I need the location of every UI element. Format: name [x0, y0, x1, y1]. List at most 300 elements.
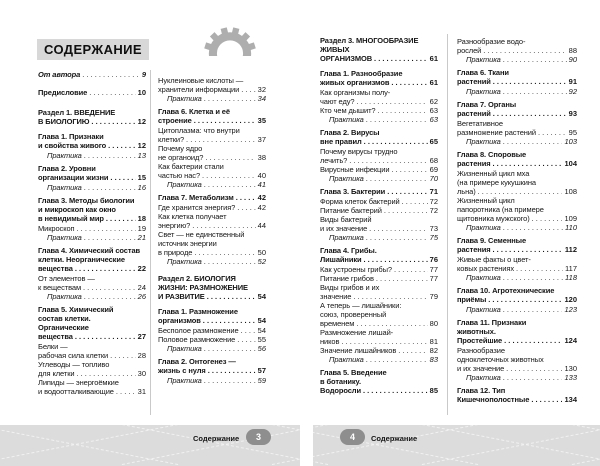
dot-leader [110, 173, 135, 182]
toc-entry-label: и свойства живого [38, 141, 107, 150]
toc-entry-page-number: 54 [257, 326, 266, 335]
toc-entry-page-number: 13 [137, 151, 146, 160]
toc-entry-page-number: 21 [137, 233, 146, 242]
toc-entry-topic [38, 342, 146, 360]
toc-entry-topic [457, 169, 577, 196]
dot-leader [83, 283, 136, 292]
toc-entry-practice [457, 373, 577, 382]
toc-entry-line: Глава 7. Органы [457, 100, 517, 109]
toc-entry-label: значение [320, 292, 352, 301]
column-divider-right-page [447, 34, 448, 415]
toc-entry-topic [320, 147, 438, 165]
dot-leader [503, 373, 563, 382]
toc-entry-label: Где хранится энергия? [158, 203, 236, 212]
toc-entry-chapter [158, 357, 266, 375]
toc-entry-page-number: 83 [429, 355, 438, 364]
toc-entry-line: Белки — [38, 342, 68, 351]
toc-entry-label: Питание грибов [320, 274, 374, 283]
toc-entry-line: Вегетативное [457, 119, 503, 128]
toc-entry-page-number: 130 [564, 364, 577, 373]
dot-leader [205, 153, 255, 162]
toc-entry-page-number: 76 [429, 255, 438, 264]
toc-entry-line: Глава 1. Размножение [158, 307, 238, 316]
dot-leader [341, 337, 427, 346]
toc-entry-line: клетки. Неорганические [38, 255, 125, 264]
dot-leader [363, 386, 428, 395]
toc-entry-page-number: 62 [429, 97, 438, 106]
toc-entry-label: Вирусные инфекции [320, 165, 390, 174]
toc-entry-page-number: 12 [137, 117, 146, 126]
toc-entry-label: приёмы [457, 295, 487, 304]
toc-entry-line: Цитоплазма: что внутри [158, 126, 240, 135]
contents-title: СОДЕРЖАНИЕ [37, 39, 149, 60]
toc-entry-page-number: 59 [257, 376, 266, 385]
toc-entry-label: хранители информации [158, 85, 240, 94]
toc-entry-practice [457, 87, 577, 96]
toc-entry-topic [320, 265, 438, 274]
toc-entry-page-number: 93 [568, 109, 577, 118]
toc-entry-line: в ботанику. [320, 377, 361, 386]
toc-entry-line: Нуклеиновые кислоты — [158, 76, 244, 85]
dot-leader [376, 274, 428, 283]
toc-entry-page-number: 95 [568, 128, 577, 137]
toc-entry-line: ЖИЗНИ: РАЗМНОЖЕНИЕ [158, 283, 248, 292]
toc-entry-label: Форма клеток бактерий [320, 197, 400, 206]
dot-leader [483, 46, 566, 55]
dot-leader [204, 94, 256, 103]
toc-entry-label: размножение растений [457, 128, 536, 137]
toc-entry-line: Глава 5. Введение [320, 368, 387, 377]
dot-leader [391, 78, 427, 87]
toc-entry-topic [320, 274, 438, 283]
toc-entry-label: в невидимый мир [38, 214, 104, 223]
dot-leader [366, 355, 428, 364]
toc-entry-line: Глава 6. Ткани [457, 68, 509, 77]
toc-entry-topic [457, 346, 577, 373]
toc-entry-practice [158, 344, 266, 353]
dot-leader [356, 319, 427, 328]
toc-entry-label: рослей [457, 46, 482, 55]
toc-entry-label: и их значение [457, 364, 505, 373]
toc-entry-line: союз, проверенный [320, 310, 387, 319]
toc-entry-page-number: 34 [257, 94, 266, 103]
toc-entry-label: Микроскоп [38, 224, 75, 233]
toc-entry-line: одноклеточных животных [457, 355, 544, 364]
dot-leader [366, 174, 428, 183]
toc-entry-practice [38, 183, 146, 192]
toc-column-2 [158, 76, 266, 385]
dot-leader [204, 344, 256, 353]
dot-leader [75, 264, 136, 273]
toc-entry-page-number: 10 [137, 88, 146, 97]
dot-leader [194, 116, 256, 125]
toc-entry-line: Как клетка получает [158, 212, 227, 221]
toc-entry-label: Глава 7. Метаболизм [158, 193, 234, 202]
toc-entry-label: Практика [167, 257, 202, 266]
toc-entry-page-number: 42 [257, 193, 266, 202]
toc-entry-line: и микроскоп как окно [38, 205, 116, 214]
dot-leader [77, 224, 136, 233]
toc-entry-topic [320, 301, 438, 328]
toc-entry-page-number: 117 [565, 264, 577, 273]
toc-entry-page-number: 118 [565, 273, 577, 282]
toc-entry-practice [457, 55, 577, 64]
toc-entry-page-number: 109 [564, 214, 577, 223]
toc-entry-page-number: 134 [564, 395, 577, 404]
toc-entry-page-number: 52 [257, 257, 266, 266]
toc-entry-line: Глава 3. Методы биологии [38, 196, 135, 205]
toc-entry-label: Практика [167, 94, 202, 103]
toc-entry-line: Глава 5. Химический [38, 305, 114, 314]
toc-entry-topic [158, 76, 266, 94]
toc-entry-label: растений [457, 109, 491, 118]
toc-entry-label: От автора [38, 70, 81, 79]
dot-leader [356, 97, 427, 106]
toc-entry-label: вещества [38, 332, 73, 341]
toc-entry-label: Лишайники [320, 255, 362, 264]
dot-leader [366, 115, 428, 124]
toc-entry-line: Глава 2. Онтогенез — [158, 357, 236, 366]
toc-entry-page-number: 9 [141, 70, 146, 79]
toc-entry-label: И РАЗВИТИЕ [158, 292, 205, 301]
dot-leader [377, 106, 427, 115]
toc-entry-line: Глава 2. Уровни [38, 164, 96, 173]
toc-entry-chapter [320, 69, 438, 87]
toc-entry-label: частью нас? [158, 171, 201, 180]
dot-leader [237, 335, 255, 344]
toc-entry-page-number: 55 [257, 335, 266, 344]
toc-entry-chapter [457, 150, 577, 168]
page-number-badge-right: 4 [340, 429, 365, 445]
toc-entry-page-number: 72 [429, 206, 438, 215]
toc-entry-page-number: 72 [429, 197, 438, 206]
toc-entry-topic [320, 197, 438, 206]
toc-entry-line: А теперь — лишайники: [320, 301, 402, 310]
dot-leader [387, 187, 427, 196]
dot-leader [349, 156, 427, 165]
toc-entry-chapter [158, 107, 266, 125]
dot-leader [493, 245, 563, 254]
toc-entry-chapter [38, 305, 146, 341]
toc-entry-line: (на примере кукушкина [457, 178, 537, 187]
toc-entry-page-number: 22 [137, 264, 146, 273]
toc-entry-line: Свет — не единственный [158, 230, 245, 239]
toc-entry-label: растения [457, 245, 491, 254]
toc-entry-label: Практика [47, 183, 82, 192]
toc-entry-page-number: 80 [429, 319, 438, 328]
toc-entry-chapter [158, 307, 266, 325]
dot-leader [364, 137, 428, 146]
toc-entry-page-number: 24 [137, 283, 146, 292]
dot-leader [207, 292, 256, 301]
toc-entry-page-number: 12 [137, 141, 146, 150]
toc-entry-line: Глава 9. Семенные [457, 236, 527, 245]
dot-leader [374, 54, 428, 63]
dot-leader [84, 183, 136, 192]
toc-entry-label: Питание бактерий [320, 206, 382, 215]
toc-entry-line: Почему вирусы трудно [320, 147, 398, 156]
toc-entry-page-number: 79 [429, 292, 438, 301]
toc-entry-topic [158, 162, 266, 180]
toc-entry-page-number: 70 [429, 174, 438, 183]
dot-leader [503, 87, 567, 96]
toc-entry-page-number: 41 [257, 180, 266, 189]
toc-entry-chapter [38, 196, 146, 223]
dot-leader [538, 128, 567, 137]
toc-entry-label: чают еду? [320, 97, 355, 106]
toc-entry-line: Глава 12. Тип [457, 386, 506, 395]
toc-entry-page-number: 91 [568, 77, 577, 86]
toc-entry-label: строение [158, 116, 192, 125]
toc-entry-topic [158, 230, 266, 257]
toc-entry-line: животных. [457, 327, 496, 336]
toc-entry-page-number: 42 [257, 203, 266, 212]
toc-entry-page-number: 104 [564, 159, 577, 168]
toc-entry-line: Виды бактерий [320, 215, 372, 224]
toc-entry-practice [320, 233, 438, 242]
toc-entry-page-number: 15 [137, 173, 146, 182]
toc-entry-page-number: 35 [257, 116, 266, 125]
toc-entry-label: Кто чем дышит? [320, 106, 376, 115]
toc-entry-label: Простейшие [457, 336, 503, 345]
dot-leader [353, 292, 427, 301]
toc-entry-line: Углеводы — топливо [38, 360, 110, 369]
toc-entry-label: Практика [47, 151, 82, 160]
toc-entry-line: Почему ядро [158, 144, 203, 153]
toc-entry-page-number: 37 [257, 135, 266, 144]
toc-entry-line: Жизненный цикл [457, 196, 515, 205]
toc-entry-page-number: 69 [429, 165, 438, 174]
dot-leader [398, 346, 427, 355]
toc-entry-page-number: 85 [429, 386, 438, 395]
toc-entry-practice [457, 273, 577, 282]
dot-leader [192, 221, 255, 230]
toc-entry-page-number: 103 [564, 137, 577, 146]
dot-leader [204, 180, 256, 189]
toc-entry-page-number: 108 [564, 187, 577, 196]
toc-entry-topic [158, 212, 266, 230]
toc-entry-line: Разнообразие [457, 346, 505, 355]
toc-entry-page-number: 112 [564, 245, 577, 254]
toc-entry-label: Практика [466, 273, 501, 282]
toc-entry-page-number: 40 [257, 171, 266, 180]
toc-entry-line: Глава 4. Химический состав [38, 246, 141, 255]
toc-entry-page-number: 61 [429, 54, 438, 63]
toc-entry-section [320, 36, 438, 63]
toc-entry-topic [457, 255, 577, 273]
toc-entry-page-number: 120 [564, 295, 577, 304]
toc-entry-label: вне правил [320, 137, 362, 146]
toc-entry-page-number: 50 [257, 248, 266, 257]
toc-entry-page-number: 81 [429, 337, 438, 346]
toc-entry-page-number: 133 [564, 373, 577, 382]
dot-leader [108, 141, 136, 150]
toc-entry-chapter [457, 100, 577, 118]
dot-leader [478, 187, 563, 196]
toc-entry-label: Практика [329, 355, 364, 364]
toc-entry-label: ников [320, 337, 340, 346]
toc-entry-label: Практика [167, 376, 202, 385]
toc-entry-label: вещества [38, 264, 73, 273]
toc-entry-label: щитовника мужского) [457, 214, 530, 223]
toc-entry-line: Глава 6. Клетка и её [158, 107, 230, 116]
toc-entry-topic [320, 328, 438, 346]
toc-entry-page-number: 18 [137, 214, 146, 223]
toc-entry-label: В БИОЛОГИЮ [38, 117, 90, 126]
dot-leader [504, 336, 562, 345]
toc-entry-line: ЖИВЫХ [320, 45, 350, 54]
toc-entry-page-number: 63 [429, 115, 438, 124]
toc-entry-line: Как организмы полу- [320, 88, 391, 97]
toc-entry-page-number: 31 [137, 387, 146, 396]
toc-entry-practice [38, 292, 146, 301]
toc-entry-practice [158, 180, 266, 189]
dot-leader [84, 292, 136, 301]
dot-leader [91, 117, 135, 126]
toc-entry-line: Липиды — энергоёмкие [38, 378, 119, 387]
toc-entry-topic [38, 378, 146, 396]
toc-entry-topic [158, 335, 266, 344]
toc-entry-topic [158, 144, 266, 162]
toc-entry-topic [320, 165, 438, 174]
toc-entry-page-number: 30 [137, 369, 146, 378]
dot-leader [110, 351, 136, 360]
dot-leader [493, 109, 567, 118]
dot-leader [204, 257, 256, 266]
toc-entry-label: для клетки [38, 369, 75, 378]
toc-entry-line: Глава 1. Признаки [38, 132, 104, 141]
dot-leader [236, 193, 256, 202]
toc-entry-topic [320, 283, 438, 301]
toc-entry-practice [320, 174, 438, 183]
toc-entry-label: Предисловие [38, 88, 88, 97]
toc-entry-line: Органические [38, 323, 89, 332]
toc-entry-line: источник энергии [158, 239, 217, 248]
toc-entry-practice [320, 115, 438, 124]
toc-entry-practice [457, 305, 577, 314]
dot-leader [506, 364, 562, 373]
toc-entry-page-number: 63 [429, 106, 438, 115]
toc-entry-practice [38, 151, 146, 160]
toc-entry-chapter [158, 193, 266, 202]
toc-entry-chapter [320, 368, 438, 395]
dot-leader [241, 326, 256, 335]
toc-entry-line: Раздел 1. ВВЕДЕНИЕ [38, 108, 116, 117]
toc-entry-practice [158, 257, 266, 266]
dot-leader [516, 264, 563, 273]
toc-entry-line: Размножение лишай- [320, 328, 394, 337]
dot-leader [384, 206, 428, 215]
toc-entry-line: Как бактерии стали [158, 162, 224, 171]
toc-entry-label: Практика [466, 223, 501, 232]
dot-leader [106, 214, 136, 223]
dot-leader [84, 151, 136, 160]
toc-entry-page-number: 27 [137, 332, 146, 341]
dot-leader [89, 88, 135, 97]
toc-entry-label: Водоросли [320, 386, 361, 395]
toc-entry-practice [38, 233, 146, 242]
toc-entry-chapter [457, 68, 577, 86]
toc-entry-page-number: 77 [429, 274, 438, 283]
dot-leader [208, 366, 256, 375]
toc-entry-page-number: 110 [565, 223, 577, 232]
toc-entry-topic [38, 360, 146, 378]
toc-entry-label: Значение лишайников [320, 346, 397, 355]
toc-entry-label: Практика [466, 373, 501, 382]
toc-entry-line: состав клетки. [38, 314, 91, 323]
toc-entry-preface [38, 88, 146, 97]
toc-entry-topic [457, 119, 577, 137]
toc-entry-label: Практика [167, 180, 202, 189]
toc-entry-label: клетки? [158, 135, 185, 144]
toc-entry-page-number: 38 [257, 153, 266, 162]
toc-entry-label: Практика [466, 305, 501, 314]
toc-entry-label: Бесполое размножение [158, 326, 239, 335]
dot-leader [76, 369, 135, 378]
toc-entry-page-number: 54 [257, 292, 266, 301]
toc-entry-label: Глава 3. Бактерии [320, 187, 386, 196]
toc-entry-topic [320, 88, 438, 106]
toc-entry-chapter [320, 128, 438, 146]
footer-label-left: Содержание [193, 434, 240, 443]
toc-entry-page-number: 61 [429, 78, 438, 87]
dot-leader [241, 85, 255, 94]
toc-entry-chapter [38, 246, 146, 273]
toc-entry-page-number: 28 [137, 351, 146, 360]
dot-leader [203, 316, 256, 325]
dot-leader [204, 376, 256, 385]
toc-entry-topic [320, 206, 438, 215]
toc-entry-label: Практика [47, 292, 82, 301]
toc-entry-line: Виды грибов и их [320, 283, 380, 292]
dot-leader [503, 273, 563, 282]
toc-entry-practice [158, 376, 266, 385]
dot-leader [364, 255, 428, 264]
toc-entry-line: Глава 10. Агротехнические [457, 286, 555, 295]
dot-leader [493, 159, 563, 168]
dot-leader [402, 197, 428, 206]
toc-entry-practice [457, 137, 577, 146]
toc-entry-chapter [457, 236, 577, 254]
page-gutter [300, 425, 313, 466]
toc-entry-page-number: 32 [257, 85, 266, 94]
dot-leader [493, 77, 567, 86]
toc-entry-chapter [38, 164, 146, 182]
page-number-badge-left: 3 [246, 429, 271, 445]
toc-entry-line: Глава 11. Признаки [457, 318, 527, 327]
toc-entry-label: рабочая сила клетки [38, 351, 109, 360]
dot-leader [82, 70, 140, 79]
toc-entry-page-number: 19 [137, 224, 146, 233]
toc-entry-chapter [457, 286, 577, 304]
toc-entry-label: льна) [457, 187, 476, 196]
toc-entry-practice [457, 223, 577, 232]
toc-entry-page-number: 82 [429, 346, 438, 355]
toc-column-3 [320, 36, 438, 396]
toc-entry-label: энергию? [158, 221, 191, 230]
toc-entry-page-number: 71 [429, 187, 438, 196]
toc-entry-label: Практика [167, 344, 202, 353]
toc-entry-line: Живые факты о цвет- [457, 255, 531, 264]
toc-entry-label: Кишечнополостные [457, 395, 530, 404]
toc-entry-line: папоротника (на примере [457, 205, 544, 214]
toc-entry-label: в природе [158, 248, 193, 257]
footer-label-right: Содержание [371, 434, 418, 443]
toc-entry-label: живых организмов [320, 78, 390, 87]
toc-entry-line: От элементов — [38, 274, 95, 283]
toc-entry-label: Как устроены грибы? [320, 265, 392, 274]
toc-entry-topic [38, 224, 146, 233]
